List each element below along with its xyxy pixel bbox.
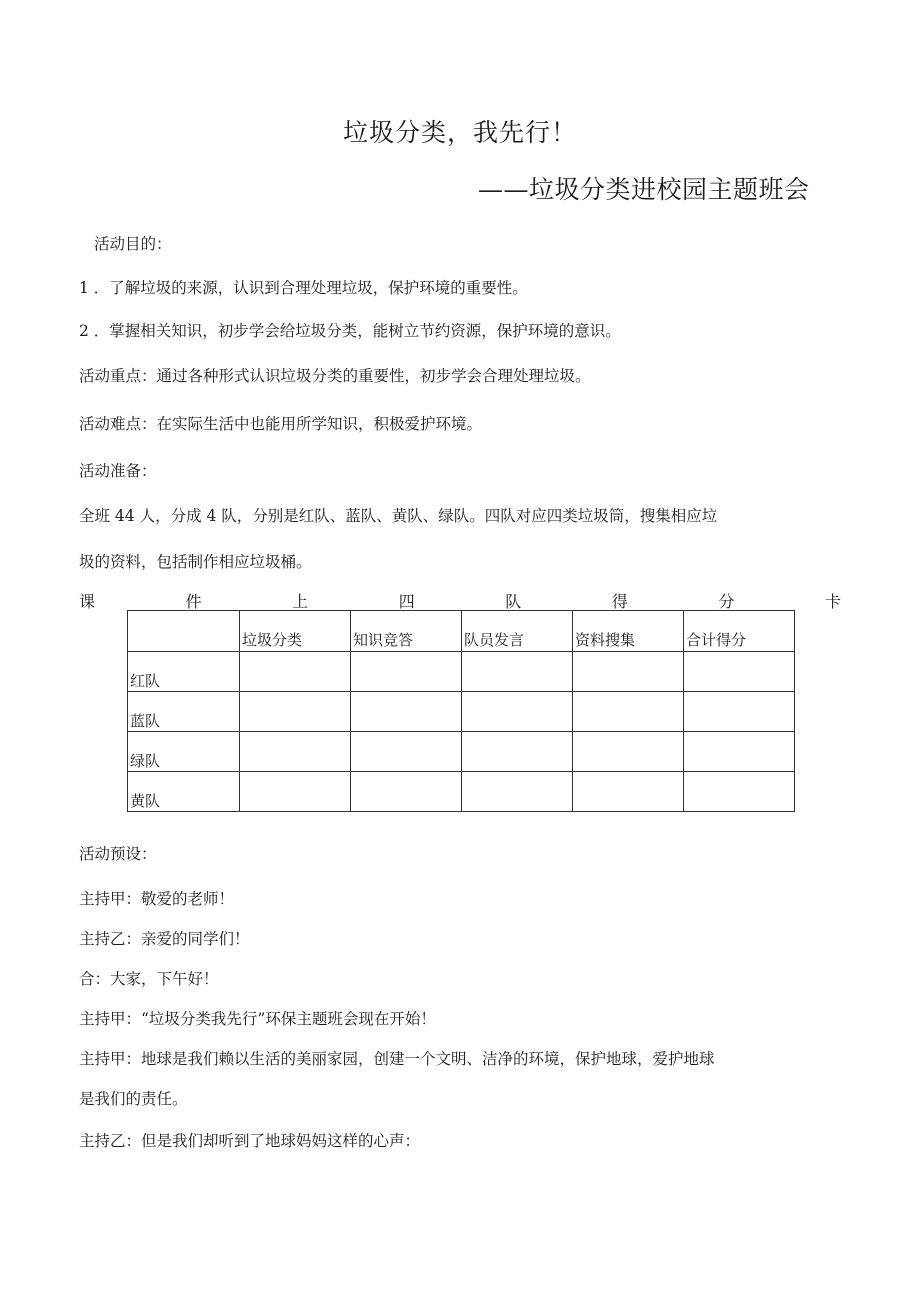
team-cell: 黄队 xyxy=(128,772,240,812)
score-cell xyxy=(351,732,462,772)
header-cell: 合计得分 xyxy=(684,611,795,652)
document-subtitle: ——垃圾分类进校园主题班会 xyxy=(478,175,810,204)
caption-char: 队 xyxy=(505,592,522,611)
preset-heading: 活动预设： xyxy=(79,845,157,863)
team-cell: 蓝队 xyxy=(128,692,240,732)
score-card-caption xyxy=(79,589,841,612)
score-cell xyxy=(684,652,795,692)
score-cell xyxy=(240,772,351,812)
focus-paragraph xyxy=(79,364,591,386)
caption-char: 卡 xyxy=(824,592,841,611)
score-cell xyxy=(573,692,684,732)
score-cell xyxy=(351,652,462,692)
prep-line-2: 圾的资料，包括制作相应垃圾桶。 xyxy=(79,553,312,571)
score-cell xyxy=(462,692,573,732)
dialogue-line: 主持乙：亲爱的同学们！ xyxy=(79,930,250,948)
focus-label: 活动重点 xyxy=(79,367,142,385)
goal-item-1: 1 ．了解垃圾的来源，认识到合理处理垃圾，保护环境的重要性。 xyxy=(79,279,528,297)
difficulty-label: 活动难点 xyxy=(79,415,142,433)
score-cell xyxy=(684,772,795,812)
score-cell xyxy=(351,692,462,732)
caption-char: 四 xyxy=(398,592,415,611)
score-card-table xyxy=(127,610,795,812)
dialogue-line: 合：大家，下午好！ xyxy=(79,970,219,988)
score-cell xyxy=(462,652,573,692)
focus-text: ：通过各种形式认识垃圾分类的重要性，初步学会合理处理垃圾。 xyxy=(141,367,591,385)
score-cell xyxy=(462,732,573,772)
score-cell xyxy=(462,772,573,812)
dialogue-line: 主持甲：敬爱的老师！ xyxy=(79,890,235,908)
score-cell xyxy=(240,652,351,692)
caption-char: 得 xyxy=(611,592,628,611)
header-cell: 资料搜集 xyxy=(573,611,684,652)
document-title: 垃圾分类，我先行！ xyxy=(342,118,577,147)
dialogue-line: 主持甲：地球是我们赖以生活的美丽家园，创建一个文明、洁净的环境，保护地球，爱护地球 xyxy=(79,1050,715,1068)
caption-char: 分 xyxy=(718,592,735,611)
header-cell: 队员发言 xyxy=(462,611,573,652)
caption-char: 课 xyxy=(79,592,96,611)
header-cell-empty xyxy=(128,611,240,652)
caption-char: 上 xyxy=(292,592,309,611)
goals-heading: 活动目的： xyxy=(94,235,172,253)
score-cell xyxy=(351,772,462,812)
table-row xyxy=(128,772,795,812)
table-row xyxy=(128,692,795,732)
dialogue-line: 主持乙：但是我们却听到了地球妈妈这样的心声： xyxy=(79,1132,421,1150)
score-cell xyxy=(573,652,684,692)
header-cell: 垃圾分类 xyxy=(240,611,351,652)
score-cell xyxy=(684,732,795,772)
table-row xyxy=(128,732,795,772)
score-cell xyxy=(684,692,795,732)
difficulty-paragraph xyxy=(79,412,482,434)
team-cell: 红队 xyxy=(128,652,240,692)
goal-item-2: 2 ．掌握相关知识，初步学会给垃圾分类，能树立节约资源，保护环境的意识。 xyxy=(79,322,621,340)
dialogue-line: 主持甲：“垃圾分类我先行”环保主题班会现在开始！ xyxy=(79,1010,436,1028)
score-cell xyxy=(573,732,684,772)
dialogue-line: 是我们的责任。 xyxy=(79,1090,188,1108)
score-cell xyxy=(240,732,351,772)
caption-char: 件 xyxy=(185,592,202,611)
table-header-row xyxy=(128,611,795,652)
prep-heading: 活动准备： xyxy=(79,462,157,480)
header-cell: 知识竞答 xyxy=(351,611,462,652)
team-cell: 绿队 xyxy=(128,732,240,772)
prep-line-1: 全班 44 人，分成 4 队，分别是红队、蓝队、黄队、绿队。四队对应四类垃圾筒，搜集相应垃 xyxy=(79,507,718,525)
difficulty-text: ：在实际生活中也能用所学知识，积极爱护环境。 xyxy=(141,415,483,433)
table-row xyxy=(128,652,795,692)
score-cell xyxy=(573,772,684,812)
score-cell xyxy=(240,692,351,732)
